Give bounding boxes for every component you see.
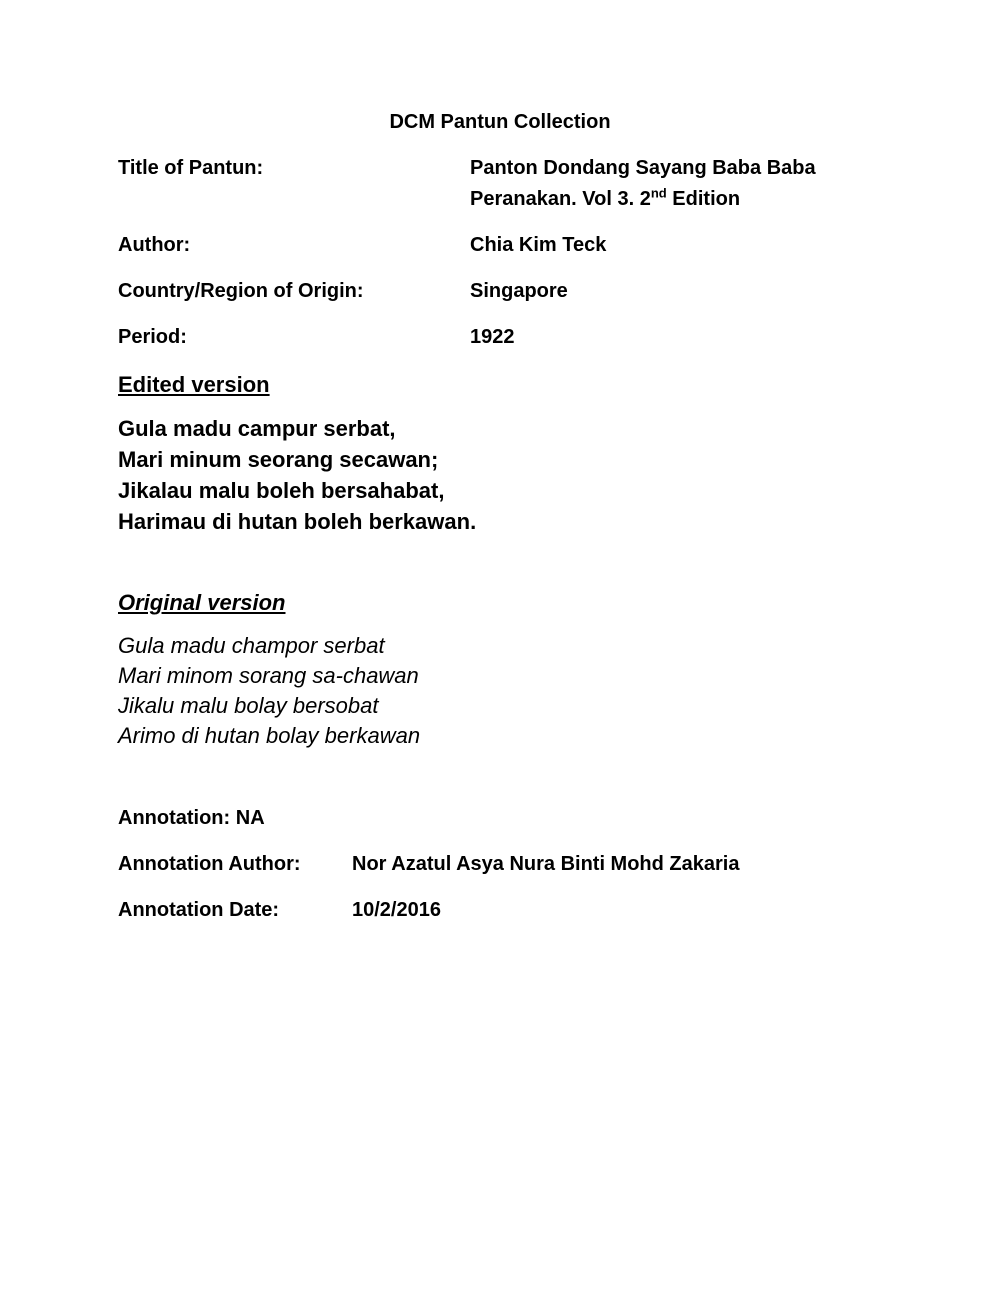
poem-line: Mari minum seorang secawan; [118, 447, 439, 472]
edited-version-heading: Edited version [118, 372, 270, 397]
annotation-date-label: Annotation Date: [118, 899, 280, 921]
poem-line: Harimau di hutan boleh berkawan. [118, 509, 477, 534]
annotation-author-value: Nor Azatul Asya Nura Binti Mohd Zakaria [352, 853, 740, 875]
field-label-title-of-pantun: Title of Pantun: [118, 157, 264, 179]
annotation-date-value: 10/2/2016 [352, 899, 441, 921]
original-version-poem [118, 631, 882, 751]
annotation-date-row [118, 895, 882, 926]
field-label-period: Period: [118, 326, 187, 348]
field-label-author: Author: [118, 234, 191, 256]
field-value-author: Chia Kim Teck [470, 234, 607, 256]
annotation-row [118, 803, 882, 834]
poem-line: Jikalau malu boleh bersahabat, [118, 478, 445, 503]
edited-version-poem [118, 413, 882, 537]
annotation-label: Annotation: [118, 807, 231, 829]
field-value-country: Singapore [470, 280, 568, 302]
field-row-country [118, 276, 882, 307]
field-value-period: 1922 [470, 326, 515, 348]
field-value-title-of-pantun [470, 153, 882, 215]
annotation-author-label: Annotation Author: [118, 853, 301, 875]
field-row-title-of-pantun [118, 153, 882, 215]
poem-line: Mari minom sorang sa-chawan [118, 663, 419, 688]
annotation-section [118, 803, 882, 926]
field-row-period [118, 322, 882, 353]
title-value-text: Panton Dondang Sayang Baba Baba Peranakan. Vol 3. 2 [470, 157, 816, 210]
field-label-country: Country/Region of Origin: [118, 280, 364, 302]
annotation-author-row [118, 849, 882, 880]
annotation-value: NA [235, 807, 265, 829]
poem-line: Jikalu malu bolay bersobat [118, 693, 379, 718]
title-value-ordinal-superscript: nd [650, 185, 667, 201]
poem-line: Gula madu campur serbat, [118, 416, 396, 441]
poem-line: Arimo di hutan bolay berkawan [118, 723, 421, 748]
field-row-author [118, 230, 882, 261]
poem-line: Gula madu champor serbat [118, 633, 385, 658]
original-version-section [118, 586, 882, 751]
page-title: DCM Pantun Collection [389, 111, 611, 133]
edited-version-section [118, 368, 882, 537]
original-version-heading: Original version [118, 590, 286, 615]
title-value-text-post: Edition [666, 188, 741, 210]
